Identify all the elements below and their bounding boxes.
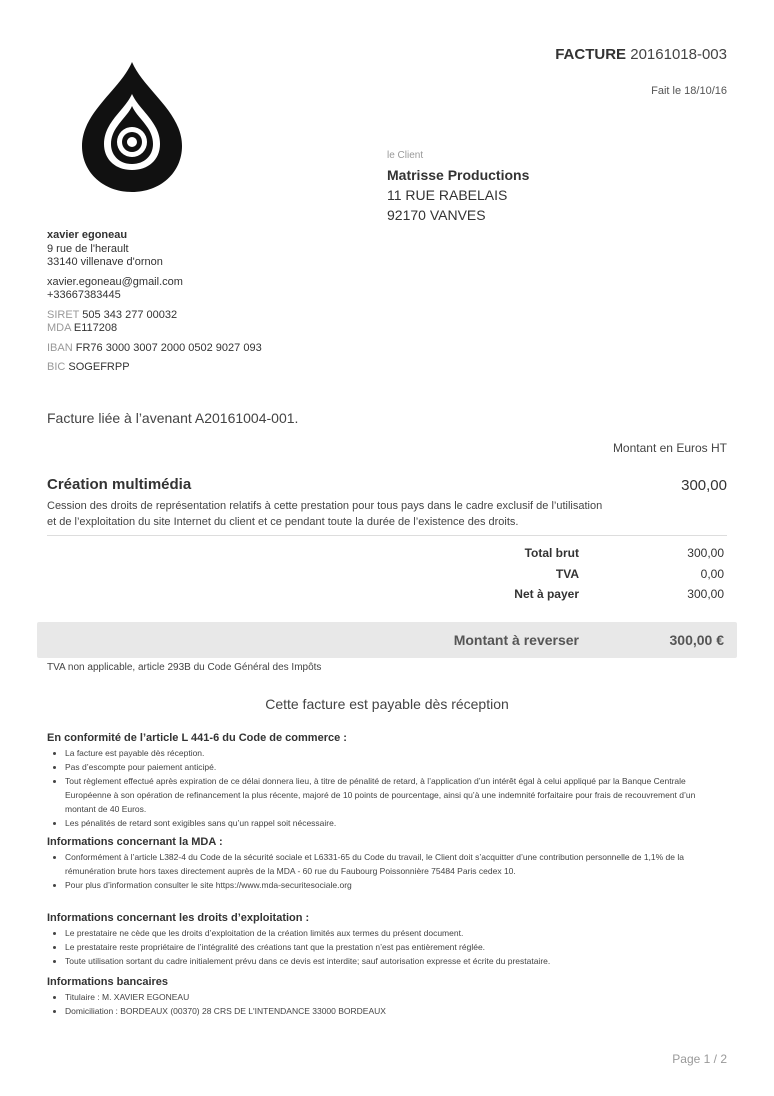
item-description [47,498,667,530]
list-item: • Toute utilisation sortant du cadre initialement prévu dans ce devis est interdite; sauf autorisation expresse et écrite du prestataire. [65,954,727,968]
mda-label: MDA [47,322,71,334]
legal-section-bank [47,976,727,1024]
amount-to-reverse-band [37,622,737,658]
list-item: • Titulaire : M. XAVIER EGONEAU [65,990,727,1004]
total-brut-value: 300,00 [687,546,724,560]
item-amount: 300,00 [681,477,727,494]
item-separator [47,535,727,536]
legal-list [47,990,727,1018]
item-title: Création multimédia [47,476,192,493]
sender-address-line1: 9 rue de l'herault [47,242,129,255]
payable-notice: Cette facture est payable dès réception [265,696,509,712]
amount-to-reverse-value: 300,00 € [669,632,724,648]
iban-value: FR76 3000 3007 2000 0502 9027 093 [75,341,262,354]
client-name: Matrisse Productions [387,167,530,183]
tva-label: TVA [555,567,579,581]
invoice-number: 20161018-003 [630,46,727,63]
sender-block [47,229,262,375]
sender-phone: +33667383445 [47,289,121,301]
legal-section-commerce [47,732,727,836]
iban-label: IBAN [47,341,73,354]
list-item: • Tout règlement effectué après expiration de ce délai donnera lieu, à titre de pénalité de retard, à l’application d’un intérêt égal à celui appliqué par la Banque Centrale Européenne à son opération de refinancement la plus récente, majoré de 10 points de pourcentage, ainsi qu’à une indemnité forfaitaire pour frais de recouvrement d’un montant de 40 Euros. [65,774,727,816]
list-item: • Domiciliation : BORDEAUX (00370) 28 CRS DE L'INTENDANCE 33000 BORDEAUX [65,1004,727,1018]
legal-section-mda [47,836,727,898]
tva-note: TVA non applicable, article 293B du Code Général des Impôts [47,662,322,673]
item-description-line1: Cession des droits de représentation relatifs à cette prestation pour tous pays dans le cadre exclusif de l’utilisation [47,500,603,512]
net-a-payer-label: Net à payer [514,587,579,601]
sender-address-line2: 33140 villenave d'ornon [47,256,163,268]
list-item: • Conformément à l’article L382-4 du Code de la sécurité sociale et L6331-65 du Code du travail, le Client doit s’acquitter d’une contribution personnelle de 1,1% de la rémunération brute hors taxes directement auprès de la MDA - 60 rue du Faubourg Poissonnière 75484 Paris cedex 10. [65,850,727,878]
item-description-line2: et de l’exploitation du site Internet du client et ce pendant toute la durée de l’existence des droits. [47,516,519,528]
sender-email: xavier.egoneau@gmail.com [47,275,183,288]
sender-mda [47,322,262,336]
net-a-payer-value: 300,00 [687,587,724,601]
legal-section-rights [47,912,727,974]
siret-label: SIRET [47,308,80,321]
avenant-reference: Facture liée à l’avenant A20161004-001. [47,410,299,426]
invoice-label: FACTURE [555,46,627,63]
list-item: • Pour plus d’information consulter le site https://www.mda-securitesociale.org [65,878,727,892]
list-item: • Le prestataire ne cède que les droits d’exploitation de la création limités aux termes du présent document. [65,926,727,940]
legal-list [47,926,727,968]
sender-iban [47,342,262,356]
client-address-line2: 92170 VANVES [387,207,486,223]
client-block [387,150,529,223]
list-item: • Pas d’escompte pour paiement anticipé. [65,760,727,774]
invoice-date: Fait le 18/10/16 [651,85,727,97]
siret-value: 505 343 277 00032 [82,308,178,321]
page-number: Page 1 / 2 [672,1052,727,1066]
sender-bic [47,361,262,375]
list-item: • Le prestataire reste propriétaire de l’intégralité des créations tant que la prestation n’est pas entièrement réglée. [65,940,727,954]
legal-list [47,850,727,892]
legal-list [47,746,727,830]
client-address-line1: 11 RUE RABELAIS [387,187,508,203]
legal-section-title: En conformité de l’article L 441-6 du Code de commerce : [47,732,347,744]
legal-section-title: Informations concernant la MDA : [47,836,223,848]
tva-value: 0,00 [700,567,724,581]
bic-value: SOGEFRPP [68,361,130,373]
total-brut-label: Total brut [524,546,579,560]
amount-column-header: Montant en Euros HT [612,441,727,455]
bic-label: BIC [47,361,66,373]
list-item: • Les pénalités de retard sont exigibles sans qu’un rappel soit nécessaire. [65,816,727,830]
legal-section-title: Informations bancaires [47,976,169,988]
invoice-title [555,46,727,63]
sender-siret [47,309,262,323]
drop-logo-icon [80,60,184,194]
amount-to-reverse-label: Montant à reverser [453,632,579,648]
sender-name: xavier egoneau [47,229,128,241]
list-item: • La facture est payable dès réception. [65,746,727,760]
legal-section-title: Informations concernant les droits d’exploitation : [47,912,310,924]
mda-value: E117208 [73,322,118,334]
client-label: le Client [387,150,424,161]
